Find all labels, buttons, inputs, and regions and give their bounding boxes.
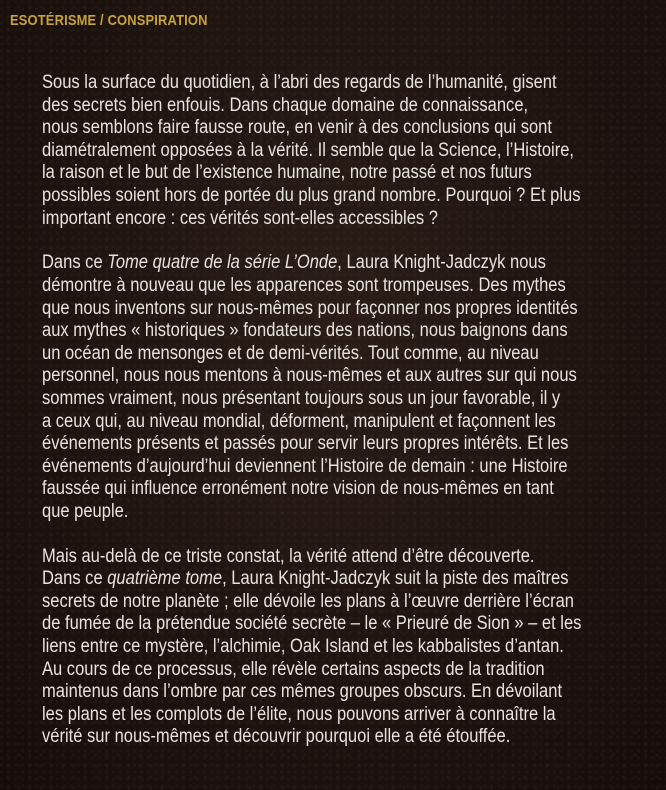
text-line: de fumée de la prétendue société secrète – le « Prieuré de Sion » – et les [42, 613, 582, 635]
text-line: la raison et le but de l’existence humaine, notre passé et nos futurs [42, 162, 532, 184]
text-fragment: Dans ce [42, 252, 108, 274]
text-line: démontre à nouveau que les apparences sont trompeuses. Des mythes [42, 274, 566, 296]
text-line: important encore : ces vérités sont-elles accessibles ? [42, 207, 438, 229]
paragraph-3 [42, 546, 583, 749]
text-line: a ceux qui, au niveau mondial, déforment, manipulent et façonnent les [42, 410, 556, 432]
text-line: aux mythes « historiques » fondateurs des nations, nous baignons dans [42, 320, 568, 342]
text-line: Sous la surface du quotidien, à l’abri des regards de l’humanité, gisent [42, 72, 557, 93]
text-line: secrets de notre planète ; elle dévoile les plans à l’œuvre derrière l’écran [42, 590, 574, 612]
text-fragment: , Laura Knight-Jadczyk suit la piste des maîtres [222, 568, 569, 590]
text-line: maintenus dans l’ombre par ces mêmes groupes obscurs. En dévoilant [42, 681, 563, 703]
text-line: diamétralement opposées à la vérité. Il semble que la Science, l’Histoire, [42, 139, 574, 161]
text-line: personnel, nous nous mentons à nous-mêmes et aux autres sur qui nous [42, 365, 577, 387]
text-fragment: Dans ce [42, 568, 108, 590]
text-line: des secrets bien enfouis. Dans chaque domaine de connaissance, [42, 94, 529, 116]
book-title-italic: Tome quatre de la série L’Onde [107, 252, 338, 274]
category-label: ESOTÉRISME / CONSPIRATION [10, 12, 208, 29]
text-line: Mais au-delà de ce triste constat, la vérité attend d’être découverte. [42, 545, 535, 567]
text-line: que peuple. [42, 500, 129, 522]
text-line: sommes vraiment, nous présentant toujours sous un jour favorable, il y [42, 387, 561, 409]
text-line: nous semblons faire fausse route, en venir à des conclusions qui sont [42, 117, 552, 139]
text-line: Au cours de ce processus, elle révèle certains aspects de la tradition [42, 658, 545, 680]
text-line [42, 568, 583, 591]
text-line: vérité sur nous-mêmes et découvrir pourquoi elle a été étouffée. [42, 726, 511, 748]
text-line: possibles soient hors de portée du plus grand nombre. Pourquoi ? Et plus [42, 184, 581, 206]
text-fragment: , Laura Knight-Jadczyk nous [337, 252, 546, 274]
book-title-italic: quatrième tome [107, 568, 223, 590]
text-line: faussée qui influence erronément notre vision de nous-mêmes en tant [42, 478, 554, 500]
paragraph-2 [42, 252, 583, 523]
text-line: événements d’aujourd’hui deviennent l’Histoire de demain : une Histoire [42, 455, 568, 477]
paragraph-1 [42, 72, 583, 230]
text-line: les plans et les complots de l’élite, nous pouvons arriver à connaître la [42, 703, 556, 725]
text-line: un océan de mensonges et de demi-vérités. Tout comme, au niveau [42, 342, 539, 364]
text-line: que nous inventons sur nous-mêmes pour façonner nos propres identités [42, 297, 578, 319]
text-line: événements présents et passés pour servir leurs propres intérêts. Et les [42, 433, 569, 455]
text-line: liens entre ce mystère, l’alchimie, Oak Island et les kabbalistes d’antan. [42, 636, 564, 658]
text-line [42, 252, 583, 275]
blurb-text [42, 72, 583, 749]
